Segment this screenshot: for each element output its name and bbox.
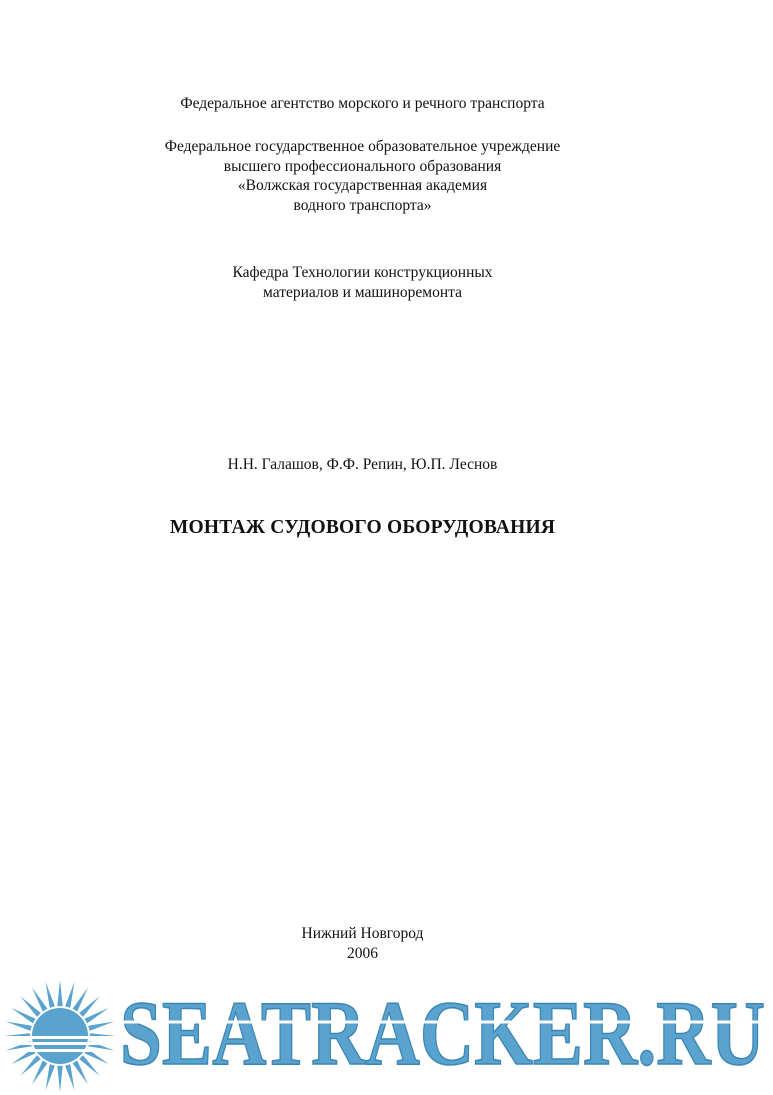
sun-ray [46,982,55,1008]
publication-place [0,924,725,963]
authors-line: Н.Н. Галашов, Ф.Ф. Репин, Ю.П. Леснов [227,456,498,473]
sun-ray [6,1022,32,1031]
watermark-logo [0,978,773,1095]
department-line-1: Кафедра Технологии конструкционных [232,264,493,281]
watermark-text-label: SEATRACKER.RU [120,992,765,1072]
department-name [0,263,725,302]
agency-line: Федеральное агентство морского и речного транспорта [180,95,545,112]
sun-ray [65,982,74,1008]
sun-ray [65,1064,74,1090]
sun-over-sea-icon [0,978,120,1095]
sun-ray [57,980,62,1006]
authors [0,455,725,475]
watermark-text [120,992,770,1072]
title-line: МОНТАЖ СУДОВОГО ОБОРУДОВАНИЯ [169,517,556,538]
agency-name [0,94,725,114]
institution-line-2: высшего профессионального образования [223,157,502,175]
department-line-2: материалов и машиноремонта [263,283,462,301]
document-title [0,518,725,538]
year-line: 2006 [347,944,378,962]
institution-line-1: Федеральное государственное образовательное учреждение [164,138,561,155]
sun-ray [88,1022,114,1031]
sun-ray [46,1064,55,1090]
sun-ray [57,1066,62,1092]
institution-line-4: водного транспорта» [293,196,432,214]
institution-line-3: «Волжская государственная академия [237,177,488,194]
institution-name [0,137,725,215]
city-line: Нижний Новгород [301,925,424,942]
